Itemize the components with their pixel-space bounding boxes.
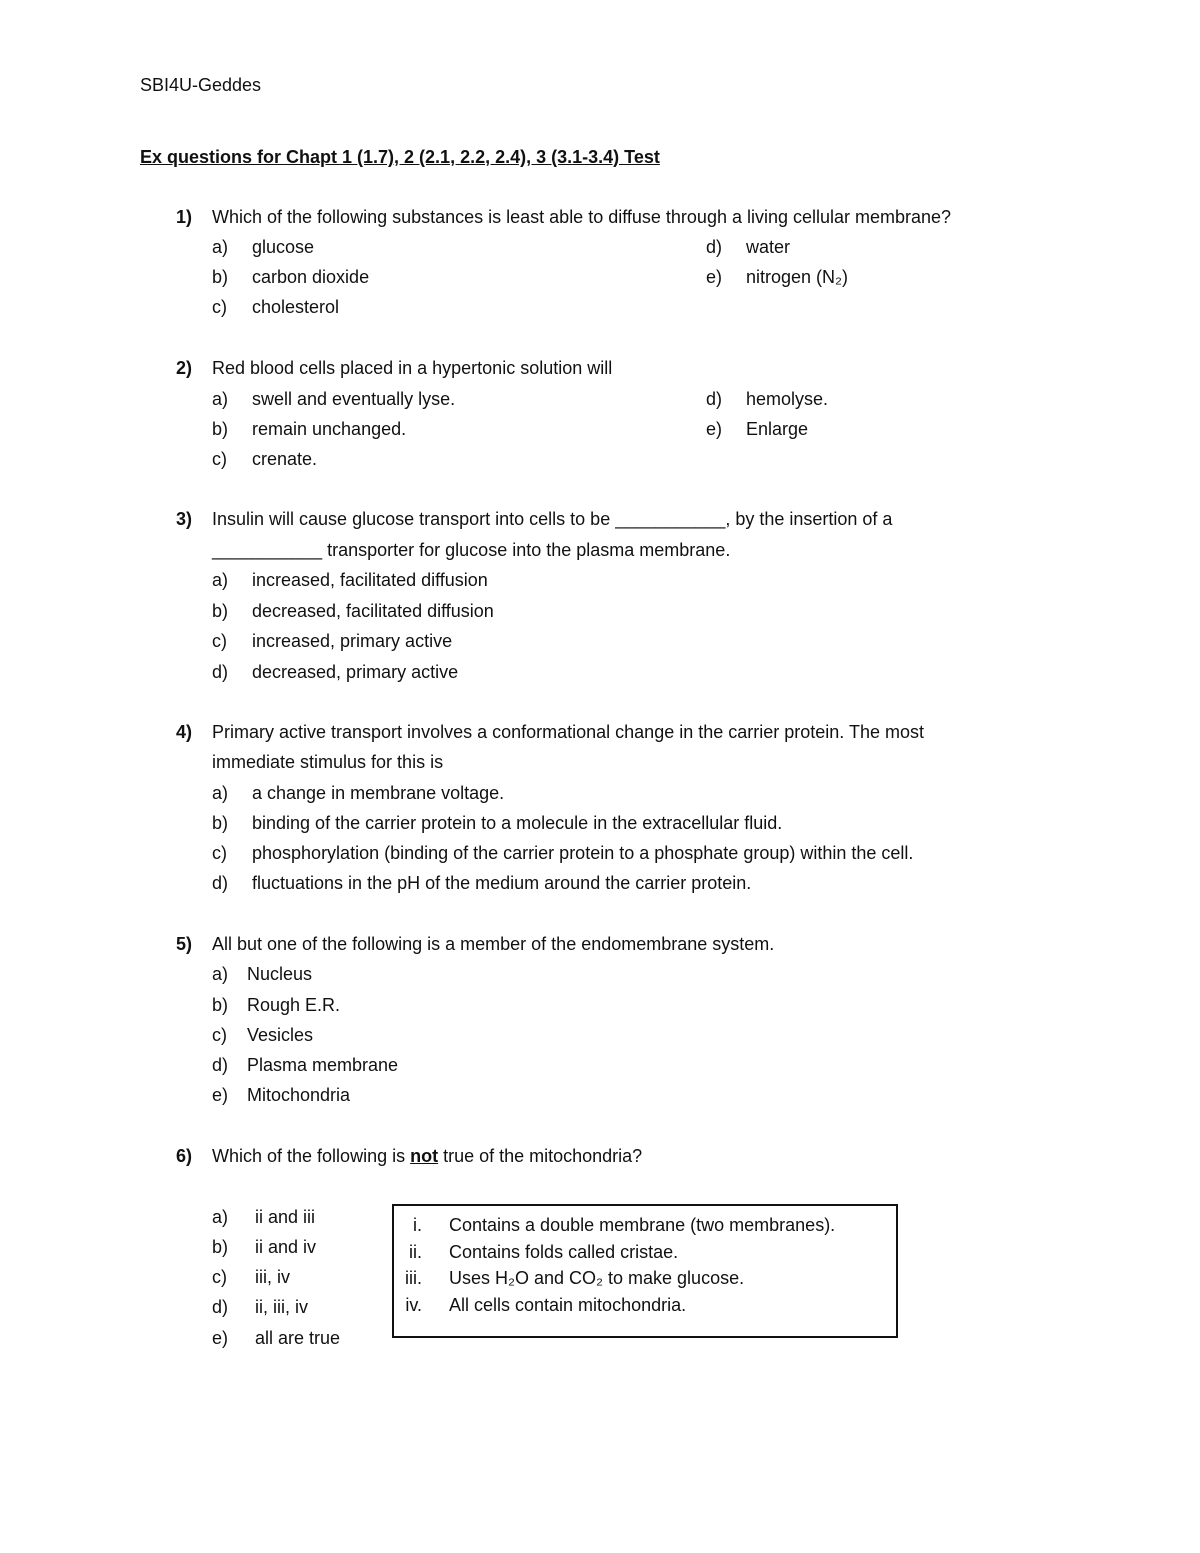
question-number: 4) [176, 722, 193, 742]
question-text-line-1: Insulin will cause glucose transport into cells to be ___________, by the insertion of a [212, 509, 893, 529]
option-letter: a) [212, 783, 229, 803]
option-text: binding of the carrier protein to a molecule in the extracellular fluid. [252, 813, 783, 833]
option-text: Vesicles [247, 1025, 314, 1045]
option-text: nitrogen (N₂) [746, 267, 849, 287]
option-letter: a) [212, 570, 229, 590]
emphasis-not: not [410, 1146, 439, 1166]
option-text: decreased, facilitated diffusion [252, 601, 494, 621]
option-letter: d) [212, 662, 229, 682]
option-letter: c) [212, 1025, 227, 1045]
statement-text: All cells contain mitochondria. [449, 1295, 687, 1315]
option-letter: b) [212, 995, 229, 1015]
option-letter: c) [212, 843, 227, 863]
option-letter: d) [706, 389, 723, 409]
option-letter: a) [212, 1207, 229, 1227]
question-text-after: true of the mitochondria? [438, 1146, 643, 1166]
statement-numeral: ii. [409, 1242, 422, 1262]
option-letter: a) [212, 389, 229, 409]
option-text: Rough E.R. [247, 995, 341, 1015]
statement-numeral: iii. [405, 1268, 422, 1288]
option-letter: e) [212, 1328, 229, 1348]
question-number: 5) [176, 934, 193, 954]
option-letter: d) [212, 873, 229, 893]
course-header: SBI4U-Geddes [140, 75, 262, 95]
question-text: All but one of the following is a member of the endomembrane system. [212, 934, 775, 954]
option-letter: b) [212, 813, 229, 833]
option-text: Enlarge [746, 419, 809, 439]
option-letter: c) [212, 631, 227, 651]
option-text: swell and eventually lyse. [252, 389, 456, 409]
option-letter: c) [212, 297, 227, 317]
question-number: 2) [176, 358, 193, 378]
option-text: all are true [255, 1328, 341, 1348]
option-letter: b) [212, 267, 229, 287]
option-letter: b) [212, 1237, 229, 1257]
question-number: 1) [176, 207, 193, 227]
option-letter: d) [212, 1055, 229, 1075]
option-text: ii, iii, iv [255, 1297, 308, 1317]
statement-text: Contains folds called cristae. [449, 1242, 679, 1262]
option-text: increased, facilitated diffusion [252, 570, 488, 590]
statement-numeral: i. [413, 1215, 422, 1235]
option-letter: a) [212, 964, 229, 984]
option-text: Plasma membrane [247, 1055, 399, 1075]
option-letter: e) [706, 267, 723, 287]
page-title: Ex questions for Chapt 1 (1.7), 2 (2.1, 2.2, 2.4), 3 (3.1-3.4) Test [140, 147, 660, 167]
question-text-line-2: ___________ transporter for glucose into the plasma membrane. [212, 540, 731, 560]
question-text: Red blood cells placed in a hypertonic solution will [212, 358, 613, 378]
option-letter: b) [212, 601, 229, 621]
option-text: fluctuations in the pH of the medium around the carrier protein. [252, 873, 752, 893]
option-text: phosphorylation (binding of the carrier protein to a phosphate group) within the cell. [252, 843, 914, 863]
question-number: 6) [176, 1146, 193, 1166]
option-letter: a) [212, 237, 229, 257]
option-text: carbon dioxide [252, 267, 370, 287]
option-text: ii and iii [255, 1207, 316, 1227]
option-text: increased, primary active [252, 631, 453, 651]
option-text: iii, iv [255, 1267, 290, 1287]
option-text: Nucleus [247, 964, 313, 984]
option-text: crenate. [252, 449, 318, 469]
question-number: 3) [176, 509, 193, 529]
question-text-before: Which of the following is [212, 1146, 411, 1166]
option-text: ii and iv [255, 1237, 317, 1257]
option-text: glucose [252, 237, 315, 257]
option-text: water [746, 237, 791, 257]
option-letter: e) [212, 1085, 229, 1105]
option-text: cholesterol [252, 297, 340, 317]
question-text-line-1: Primary active transport involves a conformational change in the carrier protein. The most [212, 722, 924, 742]
statement-text: Contains a double membrane (two membranes). [449, 1215, 836, 1235]
option-text: decreased, primary active [252, 662, 459, 682]
option-letter: e) [706, 419, 723, 439]
option-text: a change in membrane voltage. [252, 783, 505, 803]
option-text: hemolyse. [746, 389, 829, 409]
option-letter: b) [212, 419, 229, 439]
option-letter: c) [212, 449, 227, 469]
question-text: Which of the following substances is least able to diffuse through a living cellular membrane? [212, 207, 952, 227]
option-letter: c) [212, 1267, 227, 1287]
option-letter: d) [212, 1297, 229, 1317]
question-text-line-2: immediate stimulus for this is [212, 752, 444, 772]
option-letter: d) [706, 237, 723, 257]
question-text [212, 1145, 642, 1167]
option-text: remain unchanged. [252, 419, 407, 439]
option-text: Mitochondria [247, 1085, 351, 1105]
statement-numeral: iv. [405, 1295, 422, 1315]
statement-text: Uses H₂O and CO₂ to make glucose. [449, 1268, 745, 1288]
